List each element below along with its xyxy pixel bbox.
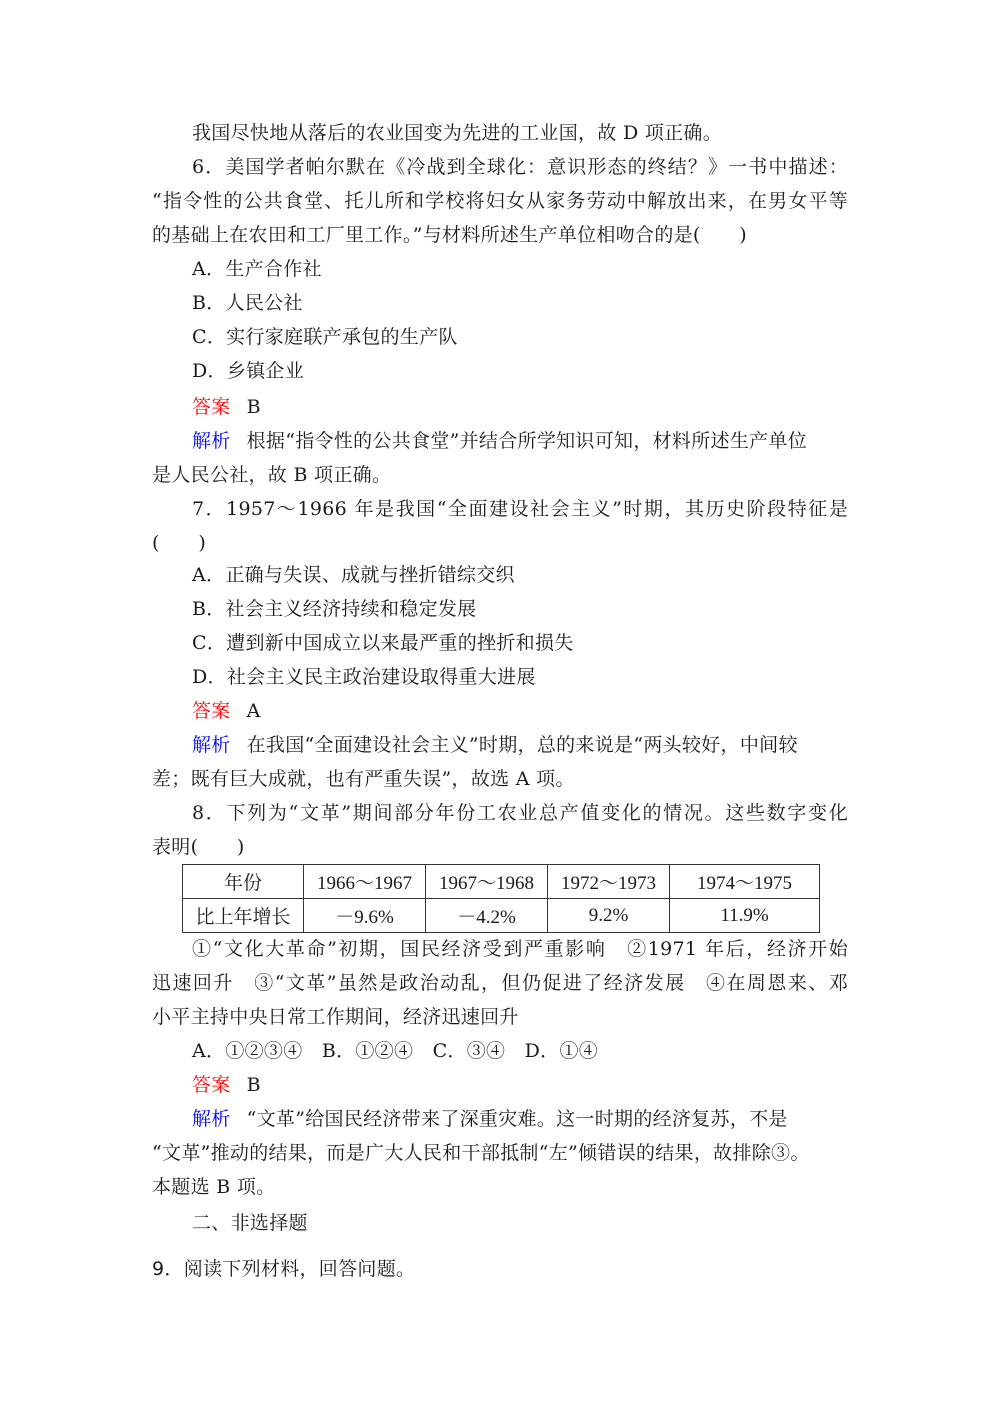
section-heading: 二、非选择题 [192,1212,308,1234]
analysis-label: 解析 [192,430,231,452]
analysis-text: 本题选 B 项。 [152,1176,276,1198]
answer-row [192,698,892,724]
analysis-text: 差；既有巨大成就，也有严重失误”，故选 A 项。 [152,768,575,790]
question-9-line: 9．阅读下列材料，回答问题。 [152,1258,416,1280]
answer-row [192,394,892,420]
answer-value: B [246,396,261,418]
analysis-text: 根据“指令性的公共食堂”并结合所学知识可知，材料所述生产单位 [246,430,808,452]
answer-row [192,1072,892,1098]
table-cell: 1966～1967 [304,865,426,899]
statement-line: 迅速回升 ③“文革”虽然是政治动乱，但仍促进了经济发展 ④在周恩来、邓 [152,972,848,994]
question-stem-line: 8．下列为“文革”期间部分年份工农业总产值变化的情况。这些数字变化 [192,802,848,824]
question-stem-line: “指令性的公共食堂、托儿所和学校将妇女从家务劳动中解放出来，在男女平等 [152,190,848,212]
analysis-text: “文革”推动的结果，而是广大人民和干部抵制“左”倾错误的结果，故排除③。 [152,1142,810,1164]
question-stem-line: 6．美国学者帕尔默在《冷战到全球化：意识形态的终结？》一书中描述： [192,156,848,178]
options-line: A．①②③④ B．①②④ C．③④ D．①④ [192,1040,599,1062]
answer-label: 答案 [192,396,231,418]
option-a: A．生产合作社 [192,258,322,280]
analysis-text: “文革”给国民经济带来了深重灾难。这一时期的经济复苏，不是 [246,1108,788,1130]
table-cell: 11.9% [670,899,820,933]
option-b: B．人民公社 [192,292,303,314]
table-cell: 9.2% [548,899,670,933]
analysis-row [192,1106,892,1132]
table-cell: 1967～1968 [426,865,548,899]
analysis-row [192,428,892,454]
option-d: D．乡镇企业 [192,360,305,382]
option-a: A．正确与失误、成就与挫折错综交织 [192,564,515,586]
option-c: C．实行家庭联产承包的生产队 [192,326,458,348]
growth-table [182,864,820,933]
analysis-label: 解析 [192,1108,231,1130]
table-cell: 1972～1973 [548,865,670,899]
table-header-row [183,865,820,899]
statement-line: 小平主持中央日常工作期间，经济迅速回升 [152,1006,519,1028]
intro-line: 我国尽快地从落后的农业国变为先进的工业国，故 D 项正确。 [192,122,723,144]
answer-label: 答案 [192,700,231,722]
option-b: B．社会主义经济持续和稳定发展 [192,598,477,620]
table-cell: 比上年增长 [183,899,304,933]
question-stem-line: ( ) [152,532,207,554]
table-cell: －9.6% [304,899,426,933]
analysis-text: 是人民公社，故 B 项正确。 [152,464,392,486]
analysis-text: 在我国“全面建设社会主义”时期，总的来说是“两头较好，中间较 [246,734,798,756]
analysis-row [192,732,892,758]
analysis-label: 解析 [192,734,231,756]
question-stem-line: 的基础上在农田和工厂里工作。”与材料所述生产单位相吻合的是( ) [152,224,747,246]
question-stem-line: 7．1957～1966 年是我国“全面建设社会主义”时期，其历史阶段特征是 [192,498,848,520]
table-row [183,899,820,933]
question-stem-line: 表明( ) [152,836,245,858]
statement-line: ①“文化大革命”初期，国民经济受到严重影响 ②1971 年后，经济开始 [192,938,848,960]
option-d: D．社会主义民主政治建设取得重大进展 [192,666,536,688]
answer-value: A [246,700,261,722]
table-cell: 年份 [183,865,304,899]
table-cell: 1974～1975 [670,865,820,899]
table-cell: －4.2% [426,899,548,933]
answer-value: B [246,1074,261,1096]
answer-label: 答案 [192,1074,231,1096]
option-c: C．遭到新中国成立以来最严重的挫折和损失 [192,632,574,654]
